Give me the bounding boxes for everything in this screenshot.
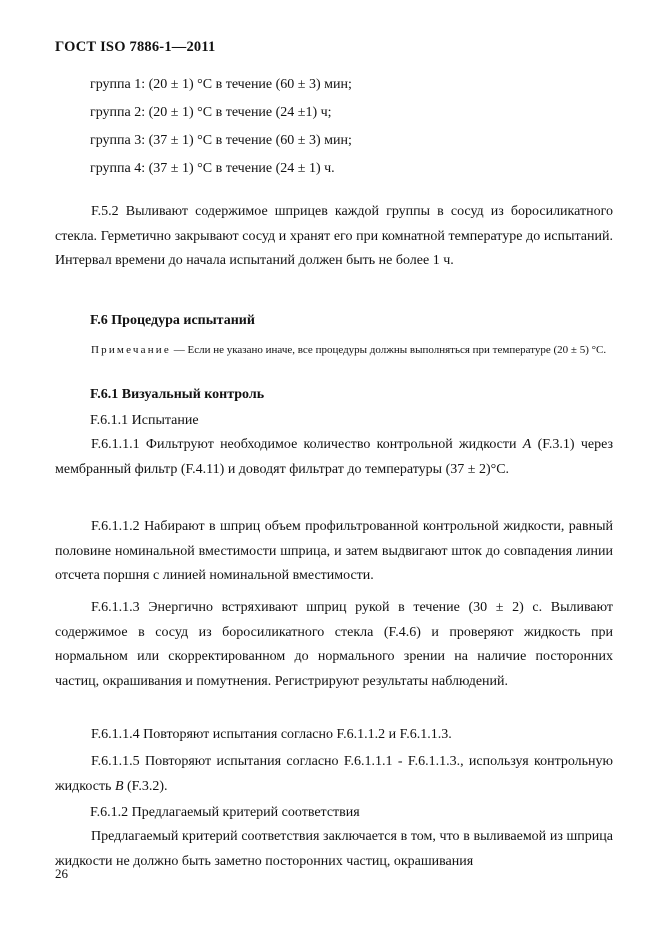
paragraph-f612: Предлагаемый критерий соответствия заключается в том, что в выливаемой из шприца жидкости не должно быть заметно посторонних частиц, окрашивания — [55, 829, 613, 869]
f6115-text-start: F.6.1.1.5 Повторяют испытания согласно F.6.1.1.1 - F.6.1.1.3., используя контрольную жидкость — [55, 754, 613, 794]
f6111-text-start: F.6.1.1.1 Фильтруют необходимое количество контрольной жидкости — [91, 437, 523, 452]
group-line-3: группа 3: (37 ± 1) °С в течение (60 ± 3) мин; — [90, 133, 352, 148]
subsection-title-f611: F.6.1.1 Испытание — [90, 413, 199, 428]
note-label: Примечание — [91, 344, 171, 356]
paragraph-f6113: F.6.1.1.3 Энергично встряхивают шприц рукой в течение (30 ± 2) с. Выливают содержимое в сосуд из боросиликатного стекла (F.4.6) и проверяют жидкость при нормальном или скорректированном до нормального зрении на наличие посторонних частиц, окрашивания и помутнения. Регистрируют результаты наблюдений. — [55, 600, 613, 690]
group-line-1: группа 1: (20 ± 1) °С в течение (60 ± 3) мин; — [90, 77, 352, 92]
note-paragraph — [55, 343, 613, 357]
section-heading-f61: F.6.1 Визуальный контроль — [90, 387, 265, 402]
paragraph-f6115 — [55, 750, 613, 799]
f6115-liquid-symbol: В — [114, 778, 124, 794]
page-number: 26 — [55, 866, 68, 881]
paragraph-f6111 — [55, 433, 613, 482]
paragraph-f52: F.5.2 Выливают содержимое шприцев каждой группы в сосуд из боросиликатного стекла. Герметично закрывают сосуд и хранят его при комнатной температуре до испытаний. Интервал времени до начала испытаний должен быть не более 1 ч. — [55, 204, 613, 269]
standard-header: ГОСТ ISO 7886-1—2011 — [55, 39, 216, 55]
note-text: — Если не указано иначе, все процедуры должны выполняться при температуре (20 ± 5) °С. — [170, 344, 607, 356]
f6111-text-end: (F.3.1) через мембранный фильтр (F.4.11) и доводят фильтрат до температуры (37 ± 2)°С. — [55, 437, 613, 477]
section-heading-f6: F.6 Процедура испытаний — [90, 313, 255, 328]
group-line-2: группа 2: (20 ± 1) °С в течение (24 ±1) ч; — [90, 105, 332, 120]
f6111-liquid-symbol: А — [522, 437, 532, 452]
paragraph-f6114: F.6.1.1.4 Повторяют испытания согласно F.6.1.1.2 и F.6.1.1.3. — [91, 727, 452, 742]
subsection-title-f612: F.6.1.2 Предлагаемый критерий соответствия — [90, 805, 360, 820]
group-line-4: группа 4: (37 ± 1) °С в течение (24 ± 1) ч. — [90, 161, 335, 176]
f6115-text-end: (F.3.2). — [123, 778, 168, 794]
paragraph-f6112: F.6.1.1.2 Набирают в шприц объем профильтрованной контрольной жидкости, равный половине номинальной вместимости шприца, и затем выдвигают шток до совпадения линии отсчета поршня с линией номинальной вместимости. — [55, 519, 613, 584]
